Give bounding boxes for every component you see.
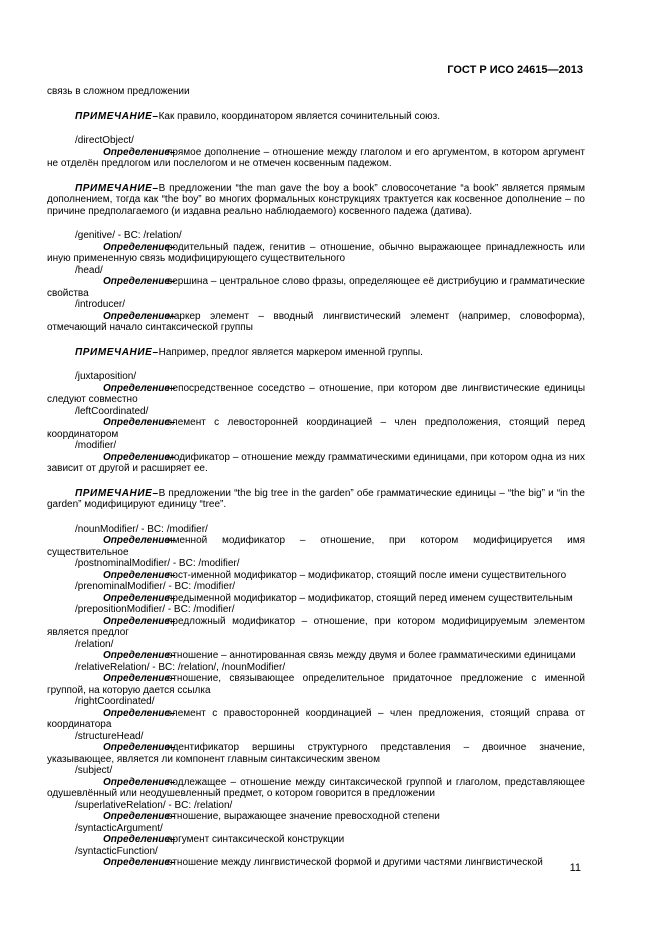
definition-label: Определение– — [103, 742, 176, 753]
definition-text: идентификатор вершины структурного представления – двоичное значение, указывающее, является ли компонент главным синтаксическим звеном — [47, 742, 585, 765]
entry-term: /superlativeRelation/ - BC: /relation/ — [75, 799, 233, 811]
definition-label: Определение– — [103, 382, 176, 394]
entry-definition — [47, 616, 585, 639]
entry-term: /nounModifier/ - BC: /modifier/ — [75, 523, 208, 535]
definition-label: Определение– — [103, 451, 176, 463]
note — [47, 488, 585, 511]
entry-term: /genitive/ - BC: /relation/ — [75, 230, 182, 241]
entry-term: /directObject/ — [75, 135, 134, 146]
document-body — [47, 86, 585, 869]
definition-text: вершина – центральное слово фразы, определяющее её дистрибуцию и грамматические свойства — [47, 276, 585, 299]
intro-text: связь в сложном предложении — [47, 86, 190, 97]
definition-text: подлежащее – отношение между синтаксической группой и глаголом, представляющее одушевлённый или неодушевленный предмет, о котором говорится в предложении — [47, 776, 585, 799]
note — [47, 183, 585, 218]
entry-term: /subject/ — [75, 765, 113, 776]
definition-text: отношение, связывающее определительное придаточное предложение с именной группой, на которую дается ссылка — [47, 673, 585, 696]
definition-text: непосредственное соседство – отношение, при котором две лингвистические единицы следуют совместно — [47, 382, 585, 405]
note-text: Например, предлог является маркером именной группы. — [158, 346, 423, 358]
entry-definition — [47, 242, 585, 265]
entry-definition — [47, 708, 585, 731]
definition-label: Определение– — [103, 834, 176, 845]
entry-term: /syntacticArgument/ — [75, 822, 163, 834]
definition-text: прямое дополнение – отношение между глаголом и его аргументом, в котором аргумент не отделён предлогом или послелогом и не отмечен косвенным падежом. — [47, 146, 585, 169]
entry-definition — [47, 742, 585, 765]
definition-label: Определение– — [103, 310, 176, 322]
entry-term: /juxtaposition/ — [75, 371, 137, 382]
entry-definition — [47, 383, 585, 406]
note — [47, 347, 585, 359]
definition-label: Определение– — [103, 592, 176, 604]
note-text: Как правило, координатором является сочинительный союз. — [158, 110, 441, 122]
note-text: В предложении “the big tree in the garden” обе грамматические единицы – “the big” и “in the garden” модифицируют единицу “tree”. — [47, 487, 585, 510]
page-number: 11 — [569, 862, 581, 874]
entry-definition — [47, 570, 585, 582]
entry-definition — [47, 311, 585, 334]
definition-text: отношение между лингвистической формой и другими частями лингвистической — [167, 857, 543, 868]
entry-term: /relation/ — [75, 638, 114, 650]
definition-text: предложный модификатор – отношение, при котором модифицируемым элементом является предлог — [47, 615, 585, 638]
definition-text: предыменной модификатор – модификатор, стоящий перед именем существительным — [167, 592, 573, 604]
note-label: ПРИМЕЧАНИЕ– — [75, 487, 159, 499]
entry-definition — [47, 834, 585, 846]
definition-label: Определение– — [103, 857, 176, 868]
entry-term: /prenominalModifier/ - BC: /modifier/ — [75, 581, 236, 592]
note-label: ПРИМЕЧАНИЕ– — [75, 346, 159, 358]
definition-label: Определение– — [103, 241, 176, 253]
definition-text: отношение – аннотированная связь между двумя и более грамматическими единицами — [167, 650, 576, 661]
note-label: ПРИМЕЧАНИЕ– — [75, 110, 159, 122]
note-text: В предложении “the man gave the boy a book” словосочетание “a book” является прямым дополнением, тогда как “the boy” во многих формальных конструкциях трактуется как косвенное дополнение – по причине предполагаемого (и издавна реально наблюдаемого) косвенного падежа (датива). — [47, 182, 585, 217]
entry-term: /rightCoordinated/ — [75, 696, 155, 707]
definition-text: аргумент синтаксической конструкции — [167, 834, 345, 845]
definition-text: элемент с левосторонней координацией – член предположения, стоящий перед координатором — [47, 417, 585, 440]
entry-term: /head/ — [75, 264, 103, 276]
entry-term: /syntacticFunction/ — [75, 845, 158, 857]
entry-term: /introducer/ — [75, 299, 126, 310]
definition-text: пост-именной модификатор – модификатор, стоящий после имени существительного — [167, 569, 567, 581]
definition-label: Определение– — [103, 673, 176, 684]
entry-definition — [47, 777, 585, 800]
definition-label: Определение– — [103, 146, 176, 158]
entry-term: /prepositionModifier/ - BC: /modifier/ — [75, 604, 235, 615]
entry-definition — [47, 276, 585, 299]
entry-definition — [47, 811, 585, 823]
definition-label: Определение– — [103, 417, 176, 428]
definition-label: Определение– — [103, 707, 176, 719]
entry-term: /modifier/ — [75, 440, 117, 451]
definition-label: Определение– — [103, 650, 176, 661]
definition-text: модификатор – отношение между грамматическими единицами, при котором одна из них зависит от другой и расширяет ее. — [47, 451, 585, 474]
entry-term: /postnominalModifier/ - BC: /modifier/ — [75, 558, 240, 569]
entry-term: /relativeRelation/ - BC: /relation/, /nounModifier/ — [75, 661, 286, 673]
entry-definition — [47, 417, 585, 440]
definition-label: Определение– — [103, 811, 176, 822]
entry-definition — [47, 452, 585, 475]
entry-definition — [47, 673, 585, 696]
definition-text: родительный падеж, генитив – отношение, обычно выражающее принадлежность или иную примененную связь модифицирующего существительного — [47, 241, 585, 264]
entry-definition — [47, 147, 585, 170]
entry-term: /leftCoordinated/ — [75, 405, 149, 417]
definition-text: именной модификатор – отношение, при котором модифицируется имя существительное — [47, 535, 585, 558]
entry-definition — [47, 535, 585, 558]
note-label: ПРИМЕЧАНИЕ– — [75, 182, 159, 194]
entry-definition — [47, 593, 585, 605]
definition-label: Определение– — [103, 776, 176, 788]
standard-header: ГОСТ Р ИСО 24615—2013 — [447, 64, 583, 76]
entry-term: /structureHead/ — [75, 730, 144, 742]
definition-label: Определение– — [103, 615, 176, 627]
entry-definition — [47, 857, 585, 869]
definition-text: отношение, выражающее значение превосходной степени — [167, 811, 440, 822]
note — [47, 111, 585, 123]
definition-text: маркер элемент – вводный лингвистический элемент (например, словоформа), отмечающий начало синтаксической группы — [47, 310, 585, 333]
definition-label: Определение– — [103, 569, 176, 581]
definition-label: Определение– — [103, 276, 176, 287]
definition-label: Определение– — [103, 535, 176, 546]
definition-text: элемент с правосторонней координацией – член предложения, стоящий справа от координатора — [47, 707, 585, 730]
entry-definition — [47, 650, 585, 662]
